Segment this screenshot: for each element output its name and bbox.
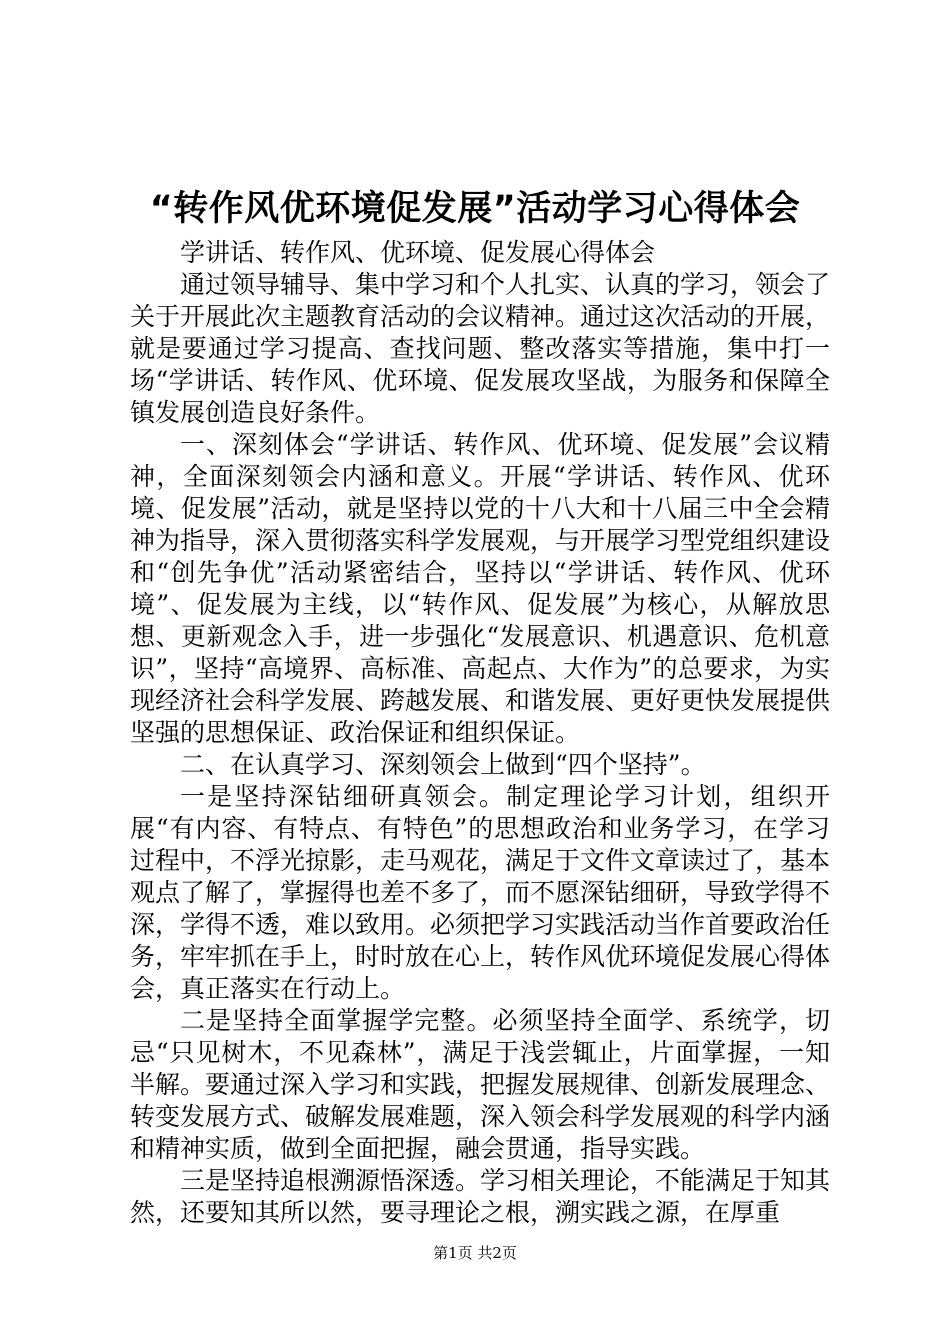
document-title: “转作风优环境促发展”活动学习心得体会: [149, 189, 801, 229]
paragraph-point-one: 一是坚持深钻细研真领会。制定理论学习计划，组织开展“有内容、有特点、有特色”的思想政治和业务学习，在学习过程中，不浮光掠影，走马观花，满足于文件文章读过了，基本观点了解了，掌握得也差不多了，而不愿深钻细研，导致学得不深，学得不透，难以致用。必须把学习实践活动当作首要政治任务，牢牢抓在手上，时时放在心上，转作风优环境促发展心得体会，真正落实在行动上。: [130, 782, 831, 1003]
page-number-footer: 第1页 共2页: [433, 1244, 517, 1262]
paragraph-point-three: 三是坚持追根溯源悟深透。学习相关理论，不能满足于知其然，还要知其所以然，要寻理论之根，溯实践之源，在厚重: [130, 1166, 831, 1227]
document-subtitle: 学讲话、转作风、优环境、促发展心得体会: [180, 238, 656, 267]
paragraph-intro: 通过领导辅导、集中学习和个人扎实、认真的学习，领会了关于开展此次主题教育活动的会议精神。通过这次活动的开展，就是要通过学习提高、查找问题、整改落实等措施，集中打一场“学讲话、转作风、优环境、促发展攻坚战，为服务和保障全镇发展创造良好条件。: [130, 270, 831, 427]
paragraph-section-one: 一、深刻体会“学讲话、转作风、优环境、促发展”会议精神，全面深刻领会内涵和意义。开展“学讲话、转作风、优环境、促发展”活动，就是坚持以党的十八大和十八届三中全会精神为指导，深入贯彻落实科学发展观，与开展学习型党组织建设和“创先争优”活动紧密结合，坚持以“学讲话、转作风、优环境”、促发展为主线，以“转作风、促发展”为核心，从解放思想、更新观念入手，进一步强化“发展意识、机遇意识、危机意识”，坚持“高境界、高标准、高起点、大作为”的总要求，为实现经济社会科学发展、跨越发展、和谐发展、更好更快发展提供坚强的思想保证、政治保证和组织保证。: [130, 430, 831, 747]
document-body: [130, 237, 830, 1229]
paragraph-point-two: 二是坚持全面掌握学完整。必须坚持全面学、系统学，切忌“只见树木，不见森林”，满足于浅尝辄止，片面掌握，一知半解。要通过深入学习和实践，把握发展规律、创新发展理念、转变发展方式、破解发展难题，深入领会科学发展观的科学内涵和精神实质，做到全面把握，融会贯通，指导实践。: [130, 1006, 831, 1163]
paragraph-section-two: 二、在认真学习、深刻领会上做到“四个坚持”。: [180, 750, 706, 779]
